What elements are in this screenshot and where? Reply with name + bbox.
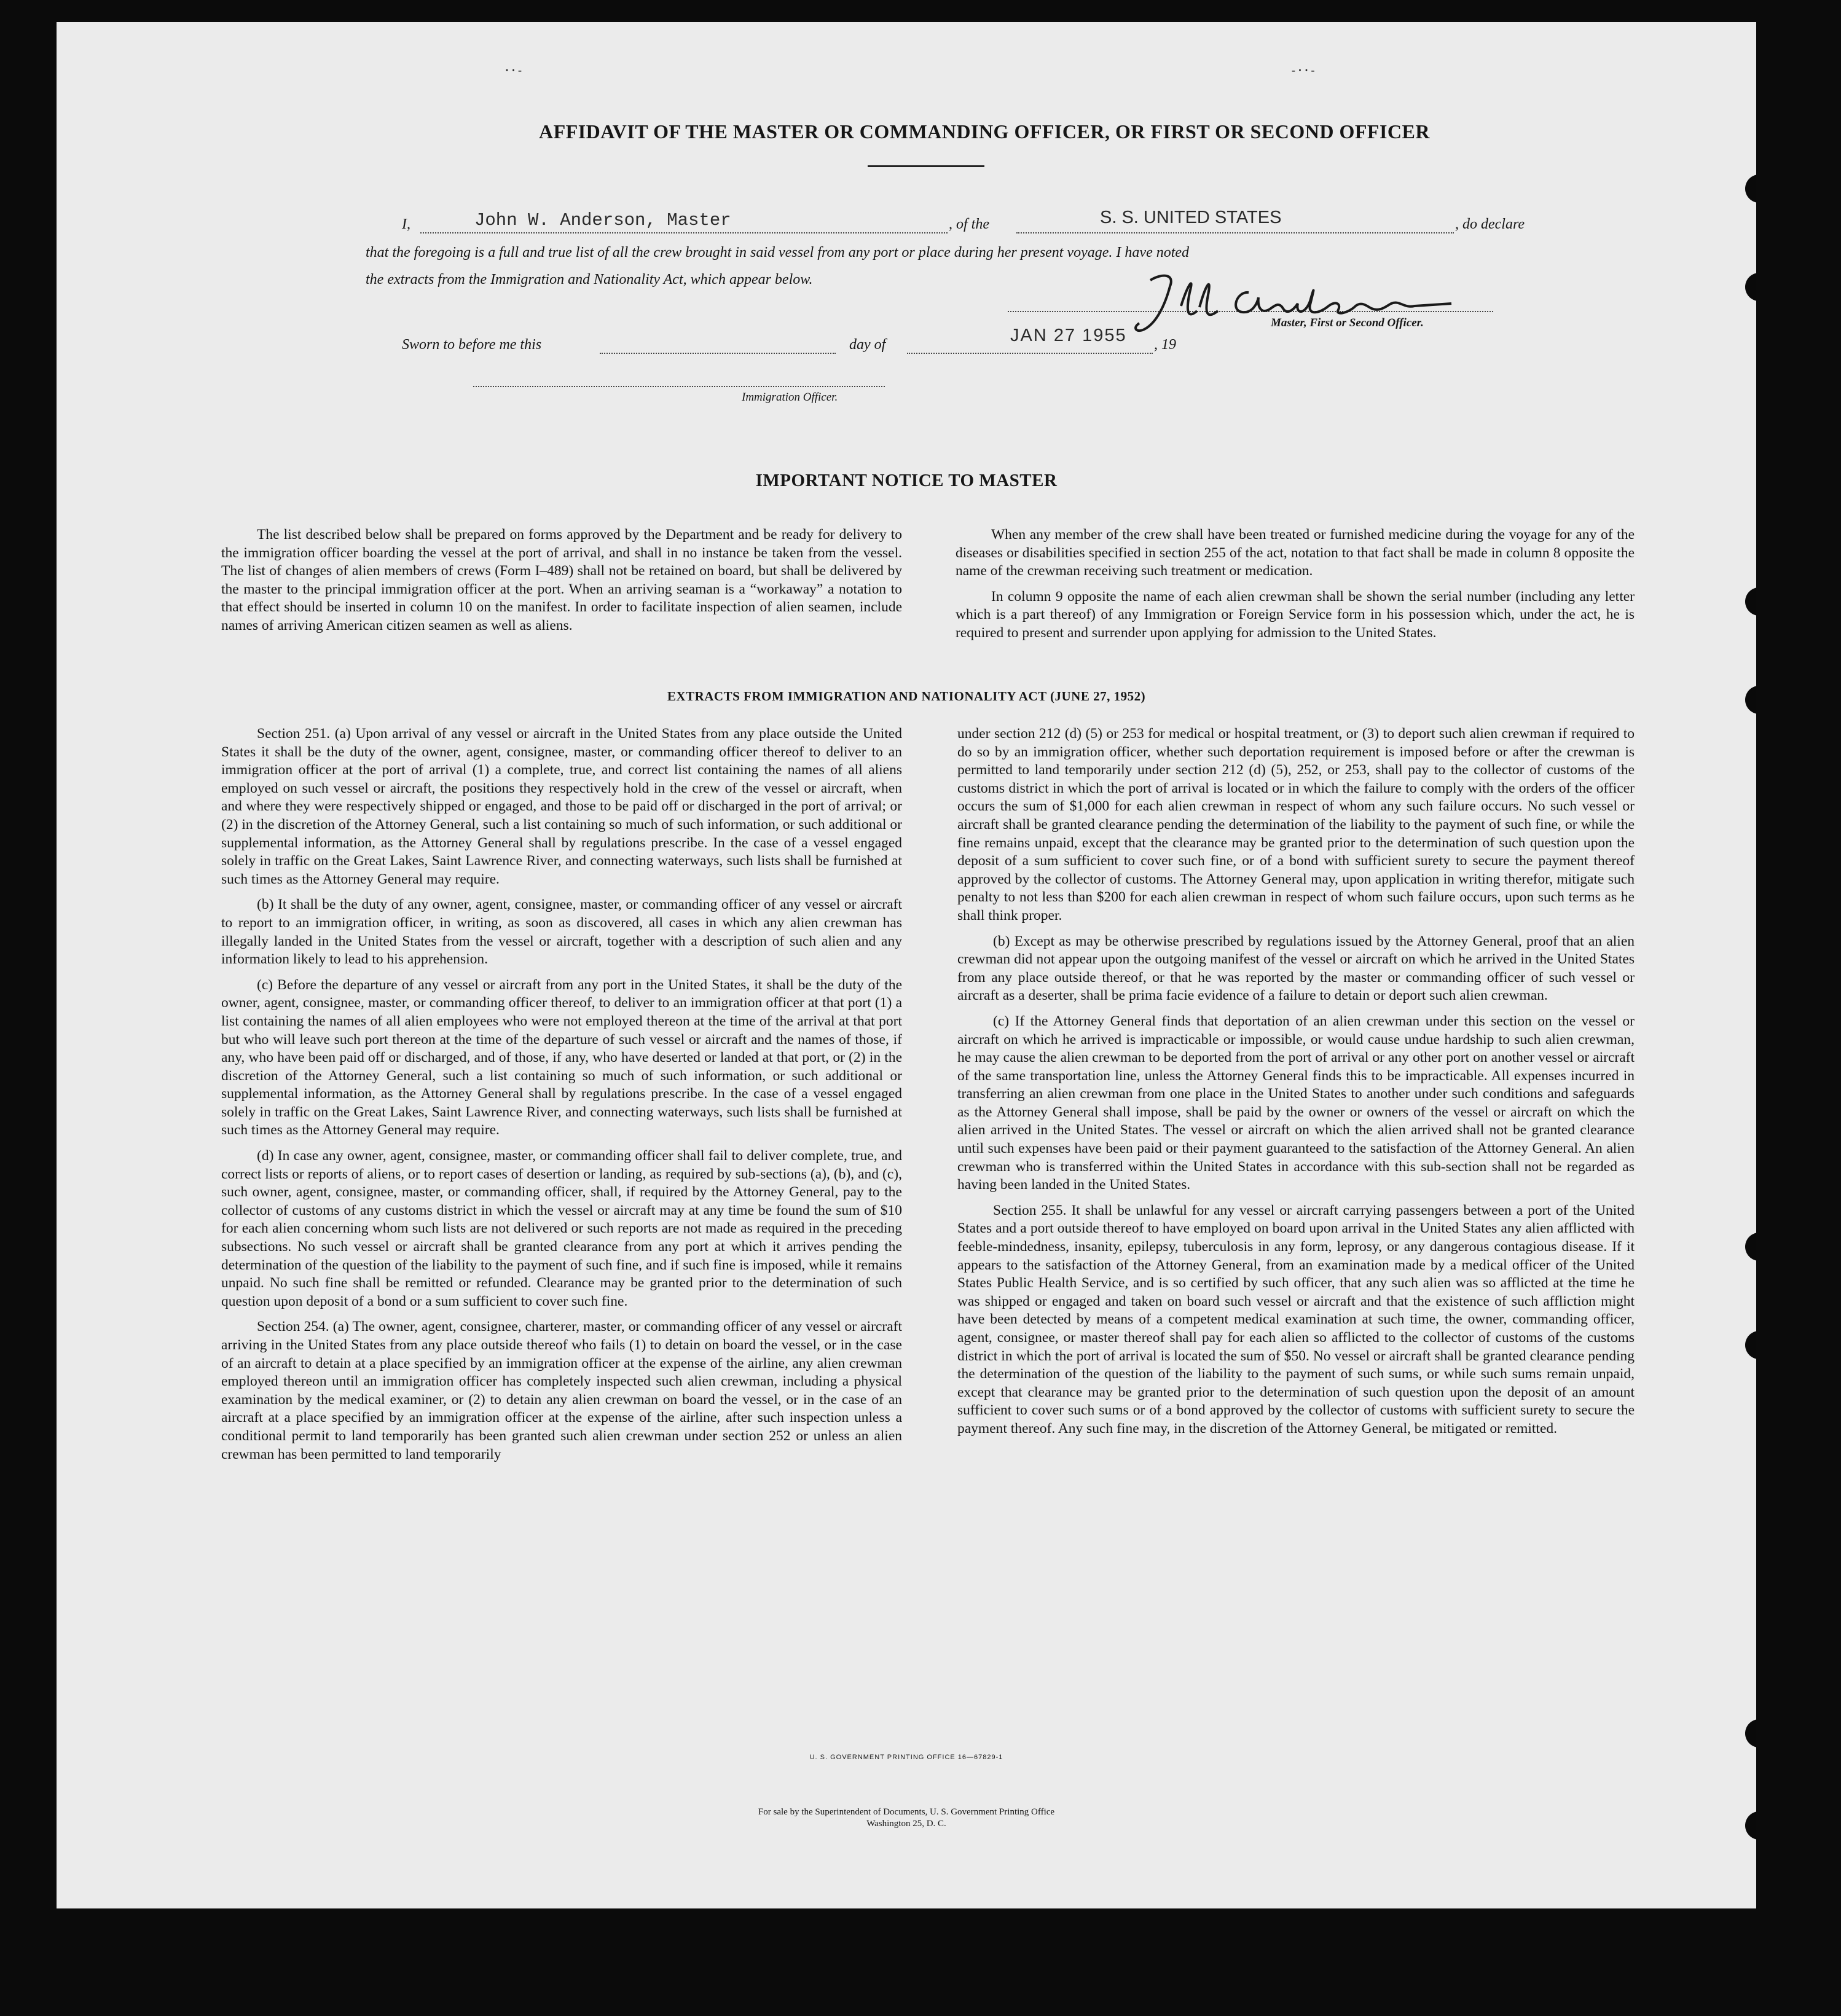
year-prefix: , 19 [1154,337,1176,353]
document-page [57,22,1756,1908]
punch-hole [1745,175,1756,203]
section-251a: Section 251. (a) Upon arrival of any vessel or aircraft in the United States from any place outside the United States it shall be the duty of the owner, agent, consignee, master, or commanding officer thereof to deliver to an immigration officer at the port of arrival (1) a complete, true, and correct list containing the names of all aliens employed on such vessel or aircraft, the positions they respectively hold in the crew of the vessel or aircraft, when and where they were respectively shipped or engaged, and those to be paid off or discharged in the port of arrival; or (2) in the discretion of the Attorney General, such a list containing so much of such information, or such additional or supplemental information, as the Attorney General shall by regulations prescribe. In the case of a vessel engaged solely in traffic on the Great Lakes, Saint Lawrence River, and connecting waterways, such lists shall be furnished at such times as the Attorney General may require. [221,726,902,887]
handwritten-signature [1126,268,1458,342]
notice-paragraph: When any member of the crew shall have been treated or furnished medicine during the voyage for any of the diseases or disabilities specified in section 255 of the act, notation to that fact shall be made in column 8 opposite the name of the crewman receiving such treatment or medication. [956,527,1635,579]
notice-paragraph: The list described below shall be prepared on forms approved by the Department and be ready for delivery to the immigration officer boarding the vessel at the port of arrival, and shall in no instance be taken from the vessel. The list of changes of alien members of crews (Form I–489) shall not be retained on board, but shall be delivered by the master to the principal immigration officer at the port. When an arriving seaman is a “workaway” a notation to that effect should be inserted in column 10 on the manifest. In order to facilitate inspection of alien seamen, include names of arriving American citizen seamen as well as aliens. [221,527,902,633]
master-caption: Master, First or Second Officer. [1271,316,1424,329]
print-mark: ‐ · · ‐ [1292,64,1315,76]
day-field-line [600,353,836,354]
sworn-label: Sworn to before me this [402,337,542,353]
print-mark: · · ‐ [505,64,522,76]
master-name-field: John W. Anderson, Master [474,210,731,230]
title-divider [868,165,984,167]
section-255: Section 255. It shall be unlawful for any vessel or aircraft carrying passengers between a port of the United States and a port outside thereof to have employed on board upon arrival in the United States any alien afflicted with feeble-mindedness, insanity, epilepsy, tuberculosis in any form, leprosy, or any dangerous contagious disease. If it appears to the satisfaction of the Attorney General, from an examination made by a medical officer of the United States Public Health Service, and is so certified by such officer, that any such alien was so afflicted at the time he was shipped or engaged and taken on board such vessel or aircraft and that the existence of such affliction might have been detected by means of a competent medical examination at such time, the owner, commanding officer, agent, consignee, or master thereof shall pay for each alien so afflicted to the collector of customs of the customs district in which the port of arrival is located the sum of $50. No vessel or aircraft shall be granted clearance pending the determination of the question of the liability to the payment of such sums, or while such sums remain unpaid, except that clearance may be granted prior to the determination of such question upon the deposit of an amount sufficient to cover such sums or of a bond approved by the collector of customs with sufficient surety to secure the payment thereof. Any such fine may, in the discretion of the Attorney General, be mitigated or remitted. [957,1202,1635,1437]
section-254b: (b) Except as may be otherwise prescribed by regulations issued by the Attorney General, proof that an alien crewman did not appear upon the outgoing manifest of the vessel or aircraft on which he arrived in the United States from any place outside thereof, or that he was reported by the master or commanding officer of such vessel or aircraft as a deserter, shall be prima facie evidence of a failure to detain or deport such alien crewman. [957,933,1635,1004]
punch-hole [1745,1233,1756,1261]
immigration-officer-line [473,386,885,387]
extracts-title: EXTRACTS FROM IMMIGRATION AND NATIONALITY ACT (JUNE 27, 1952) [667,689,1146,704]
printing-office-imprint: U. S. GOVERNMENT PRINTING OFFICE 16—67829-1 [809,1754,1003,1761]
sale-line-2: Washington 25, D. C. [866,1819,946,1829]
signature-text: J W Anderson [1126,268,1129,269]
notice-left-column [221,526,902,635]
section-254a-continued: under section 212 (d) (5) or 253 for medical or hospital treatment, or (3) to deport such alien crewman if required to do so by an immigration officer, whether such deportation requirement is imposed before or after the crewman is permitted to land temporarily under section 212 (d) (5), 252, or 253, shall pay to the collector of customs of the customs district in which the port of arrival is located or in which the failure to comply with the orders of the officer occurs the sum of $1,000 for each alien crewman in respect of whom any such failure occurs. No such vessel or aircraft shall be granted clearance pending the determination of the liability to the payment of such fine, or while the fine remains unpaid, except that the clearance may be granted prior to the determination of such question upon the deposit of a sum sufficient to cover such fine, or of a bond with sufficient surety to secure the payment thereof approved by the collector of customs. The Attorney General may, upon application in writing therefor, mitigate such penalty to not less than $200 for each alien crewman in respect of whom such failure occurs, upon such terms as he shall think proper. [957,726,1635,924]
punch-hole [1745,1331,1756,1359]
i-label: I, [402,216,410,232]
section-251b: (b) It shall be the duty of any owner, agent, consignee, master, or commanding officer of any vessel or aircraft to report to an immigration officer, in writing, as soon as discovered, all cases in which any alien crewman has illegally landed in the United States from the vessel or aircraft, together with a description of such alien and any information likely to lead to his apprehension. [221,896,902,968]
declaration-line-2: the extracts from the Immigration and Nationality Act, which appear below. [366,272,813,288]
sale-notice [57,1806,1756,1830]
do-declare-label: , do declare [1455,216,1525,232]
day-of-label: day of [849,337,886,353]
extracts-left-column [221,725,902,1464]
immigration-officer-caption: Immigration Officer. [742,391,838,404]
extracts-right-column [957,725,1635,1438]
name-field-line [420,232,948,233]
punch-hole [1745,587,1756,616]
section-254c: (c) If the Attorney General finds that deportation of an alien crewman under this section on the vessel or aircraft on which he arrived is impracticable or impossible, or would cause undue hardship to such alien crewman, he may cause the alien crewman to be deported from the port of arrival or any other port on another vessel or aircraft of the same transportation line, unless the Attorney General finds this to be impracticable. All expenses incurred in transferring an alien crewman from one place in the United States to another under such conditions and safeguards as the Attorney General shall impose, shall be paid by the owner or owners of the vessel or aircraft on which the alien arrived in the United States. The vessel or aircraft on which the alien arrived shall not be granted clearance until such expenses have been paid or their payment guaranteed to the satisfaction of the Attorney General. An alien crewman who is transferred within the United States in accordance with this sub-section shall not be regarded as having been landed in the United States. [957,1013,1635,1193]
notice-title: IMPORTANT NOTICE TO MASTER [755,471,1058,490]
vessel-field-line [1016,232,1454,233]
section-254a: Section 254. (a) The owner, agent, consignee, charterer, master, or commanding officer of any vessel or aircraft arriving in the United States from any place outside thereof who fails (1) to detain on board the vessel, or in the case of an aircraft to detain at a place specified by an immigration officer at the expense of the airline, any alien crewman employed thereon until an immigration officer has completely inspected such alien crewman, including a physical examination by the medical examiner, or (2) to detain any alien crewman on board the vessel, or in the case of an aircraft at a place specified by an immigration officer at the expense of the airline, after such inspection unless a conditional permit to land temporarily has been granted such alien crewman under section 252 or unless an alien crewman has been permitted to land temporarily [221,1319,902,1462]
notice-paragraph: In column 9 opposite the name of each alien crewman shall be shown the serial number (including any letter which is a part thereof) of any Immigration or Foreign Service form in his possession which, under the act, he is required to present and surrender upon applying for admission to the United States. [956,588,1635,641]
sale-line-1: For sale by the Superintendent of Documents, U. S. Government Printing Office [758,1807,1055,1817]
date-stamp: JAN 27 1955 [1010,326,1127,345]
vessel-name-field: S. S. UNITED STATES [1100,208,1282,227]
declaration-line-1: that the foregoing is a full and true list of all the crew brought in said vessel from any port or place during her present voyage. I have noted [366,245,1190,261]
section-251d: (d) In case any owner, agent, consignee, master, or commanding officer shall fail to deliver complete, true, and correct lists or reports of aliens, or to report cases of desertion or landing, as required by sub-sections (a), (b), and (c), such owner, agent, consignee, master, or commanding officer, shall, if required by the Attorney General, pay to the collector of customs of any customs district in which the vessel or aircraft may at any time be found the sum of $10 for each alien concerning whom such lists are not delivered or such reports are not made as required in the preceding subsections. No such vessel or aircraft shall be granted clearance from any port at which it arrives pending the determination of the question of the liability to the payment of such fine, and if such fine is imposed, while it remains unpaid. No such fine shall be remitted or refunded. Clearance may be granted prior to the determination of such question upon deposit of a bond or a sum sufficient to cover such fine. [221,1148,902,1309]
punch-hole [1745,1719,1756,1747]
notice-right-column [956,526,1635,643]
section-251c: (c) Before the departure of any vessel or aircraft from any port in the United States, it shall be the duty of the owner, agent, consignee, master, or commanding officer thereof, to deliver to an immigration officer at that port (1) a list containing the names of all alien employees who were not employed thereon at the time of the arrival at that port but who will leave such port thereon at the time of the departure of such vessel or aircraft and the names of those, if any, who have been paid off or discharged, and of those, if any, who have deserted or landed at that port, or (2) in the discretion of the Attorney General, such a list containing so much of such information, or such additional or supplemental information, as the Attorney General shall by regulations prescribe. In the case of a vessel engaged solely in traffic on the Great Lakes, Saint Lawrence River, and connecting waterways, such lists shall be furnished at such times as the Attorney General may require. [221,976,902,1139]
affidavit-title: AFFIDAVIT OF THE MASTER OR COMMANDING OFFICER, OR FIRST OR SECOND OFFICER [539,120,1430,143]
month-field-line [907,353,1153,354]
of-the-label: , of the [949,216,989,232]
punch-hole [1745,273,1756,301]
